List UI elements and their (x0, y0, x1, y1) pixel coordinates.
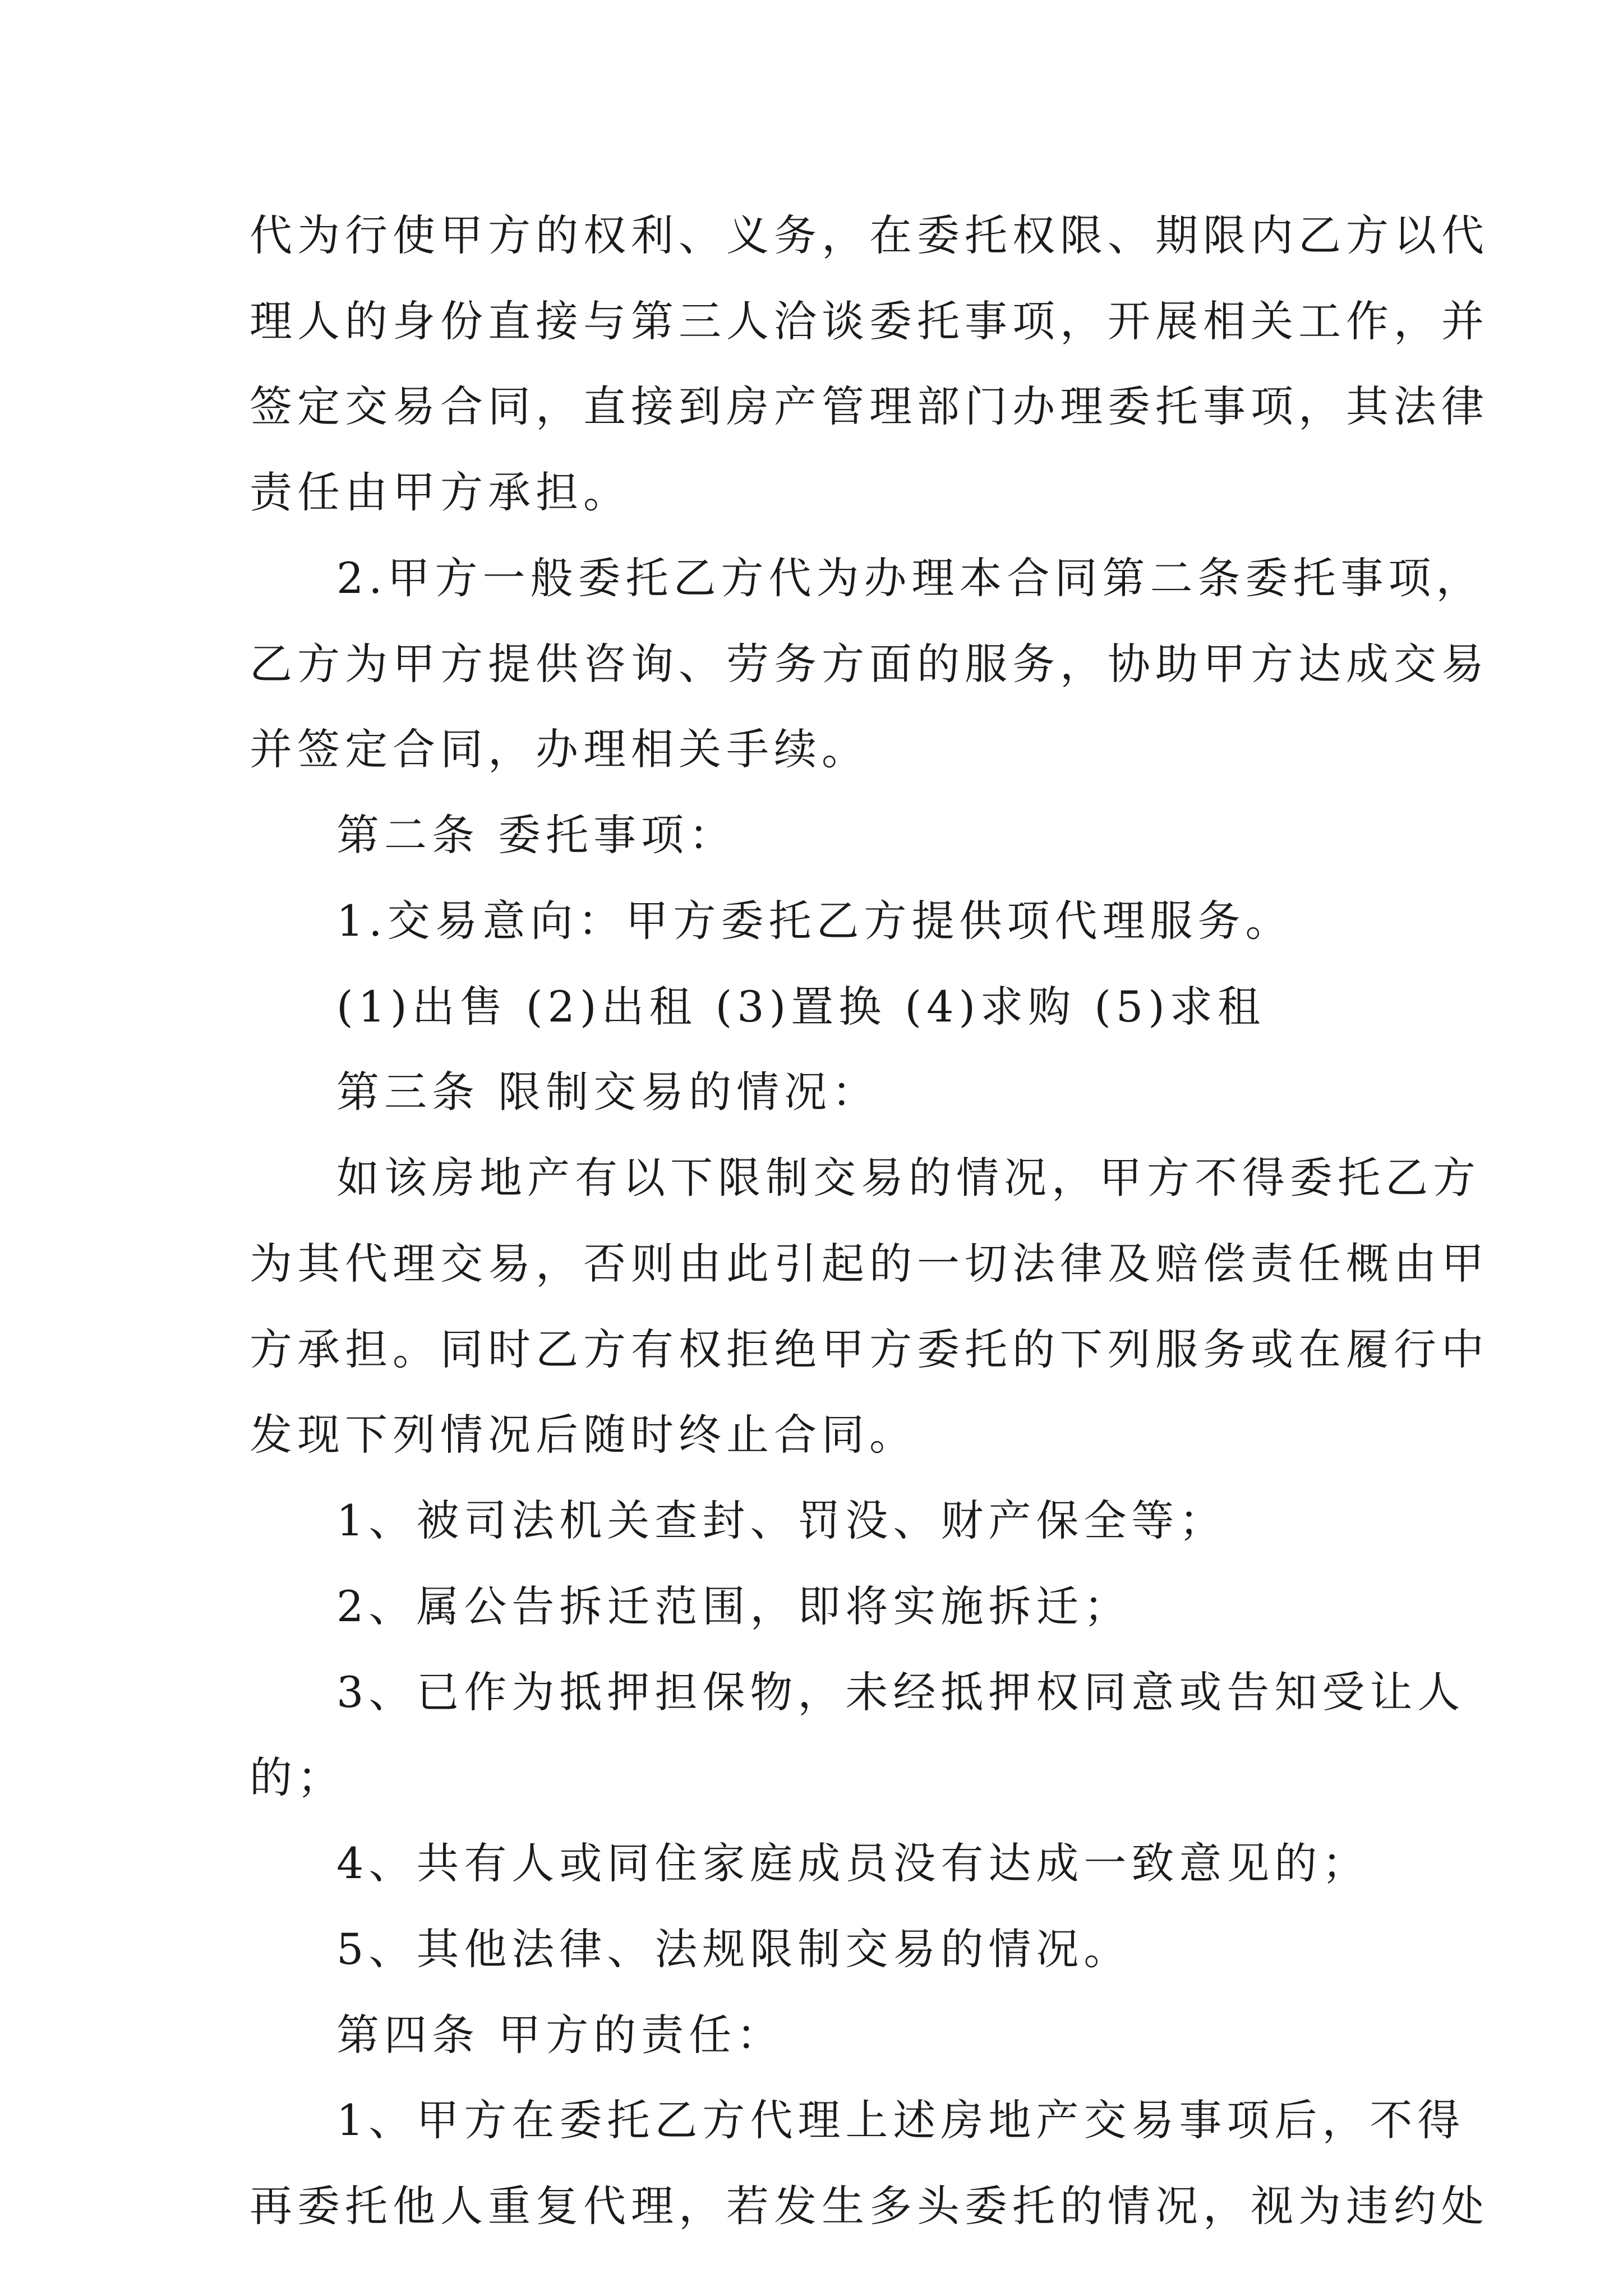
list-item-continuation: 的； (250, 1752, 345, 1803)
text-line: 再委托他人重复代理，若发生多头委托的情况，视为违约处 (250, 2181, 1489, 2231)
list-item: 2、属公告拆迁范围，即将实施拆迁； (336, 1581, 1132, 1631)
text-line: 代为行使甲方的权利、义务，在委托权限、期限内乙方以代 (250, 210, 1489, 260)
section-heading: 第二条 委托事项： (336, 810, 737, 861)
text-line: 方承担。同时乙方有权拒绝甲方委托的下列服务或在履行中 (250, 1324, 1489, 1374)
section-heading: 第三条 限制交易的情况： (336, 1067, 880, 1117)
text-line: 乙方为甲方提供咨询、劳务方面的服务，协助甲方达成交易 (250, 638, 1489, 689)
text-line: 2.甲方一般委托乙方代为办理本合同第二条委托事项， (336, 553, 1484, 603)
list-item: 1、被司法机关查封、罚没、财产保全等； (336, 1496, 1227, 1546)
text-line: 责任由甲方承担。 (250, 467, 631, 518)
text-line: (1)出售 (2)出租 (3)置换 (4)求购 (5)求租 (336, 981, 1265, 1032)
text-line: 理人的身份直接与第三人洽谈委托事项，开展相关工作，并 (250, 296, 1489, 346)
section-heading: 第四条 甲方的责任： (336, 2009, 785, 2060)
text-line: 发现下列情况后随时终止合同。 (250, 1410, 917, 1460)
text-line: 1、甲方在委托乙方代理上述房地产交易事项后，不得 (336, 2095, 1465, 2146)
text-line: 签定交易合同，直接到房产管理部门办理委托事项，其法律 (250, 381, 1489, 432)
text-line: 为其代理交易，否则由此引起的一切法律及赔偿责任概由甲 (250, 1238, 1489, 1289)
list-item: 3、已作为抵押担保物，未经抵押权同意或告知受让人 (336, 1667, 1465, 1717)
list-item: 4、共有人或同住家庭成员没有达成一致意见的； (336, 1838, 1370, 1889)
list-item: 5、其他法律、法规限制交易的情况。 (336, 1924, 1132, 1974)
text-line: 如该房地产有以下限制交易的情况，甲方不得委托乙方 (336, 1153, 1481, 1203)
text-line: 1.交易意向：甲方委托乙方提供项代理服务。 (336, 895, 1293, 946)
text-line: 并签定合同，办理相关手续。 (250, 724, 869, 775)
